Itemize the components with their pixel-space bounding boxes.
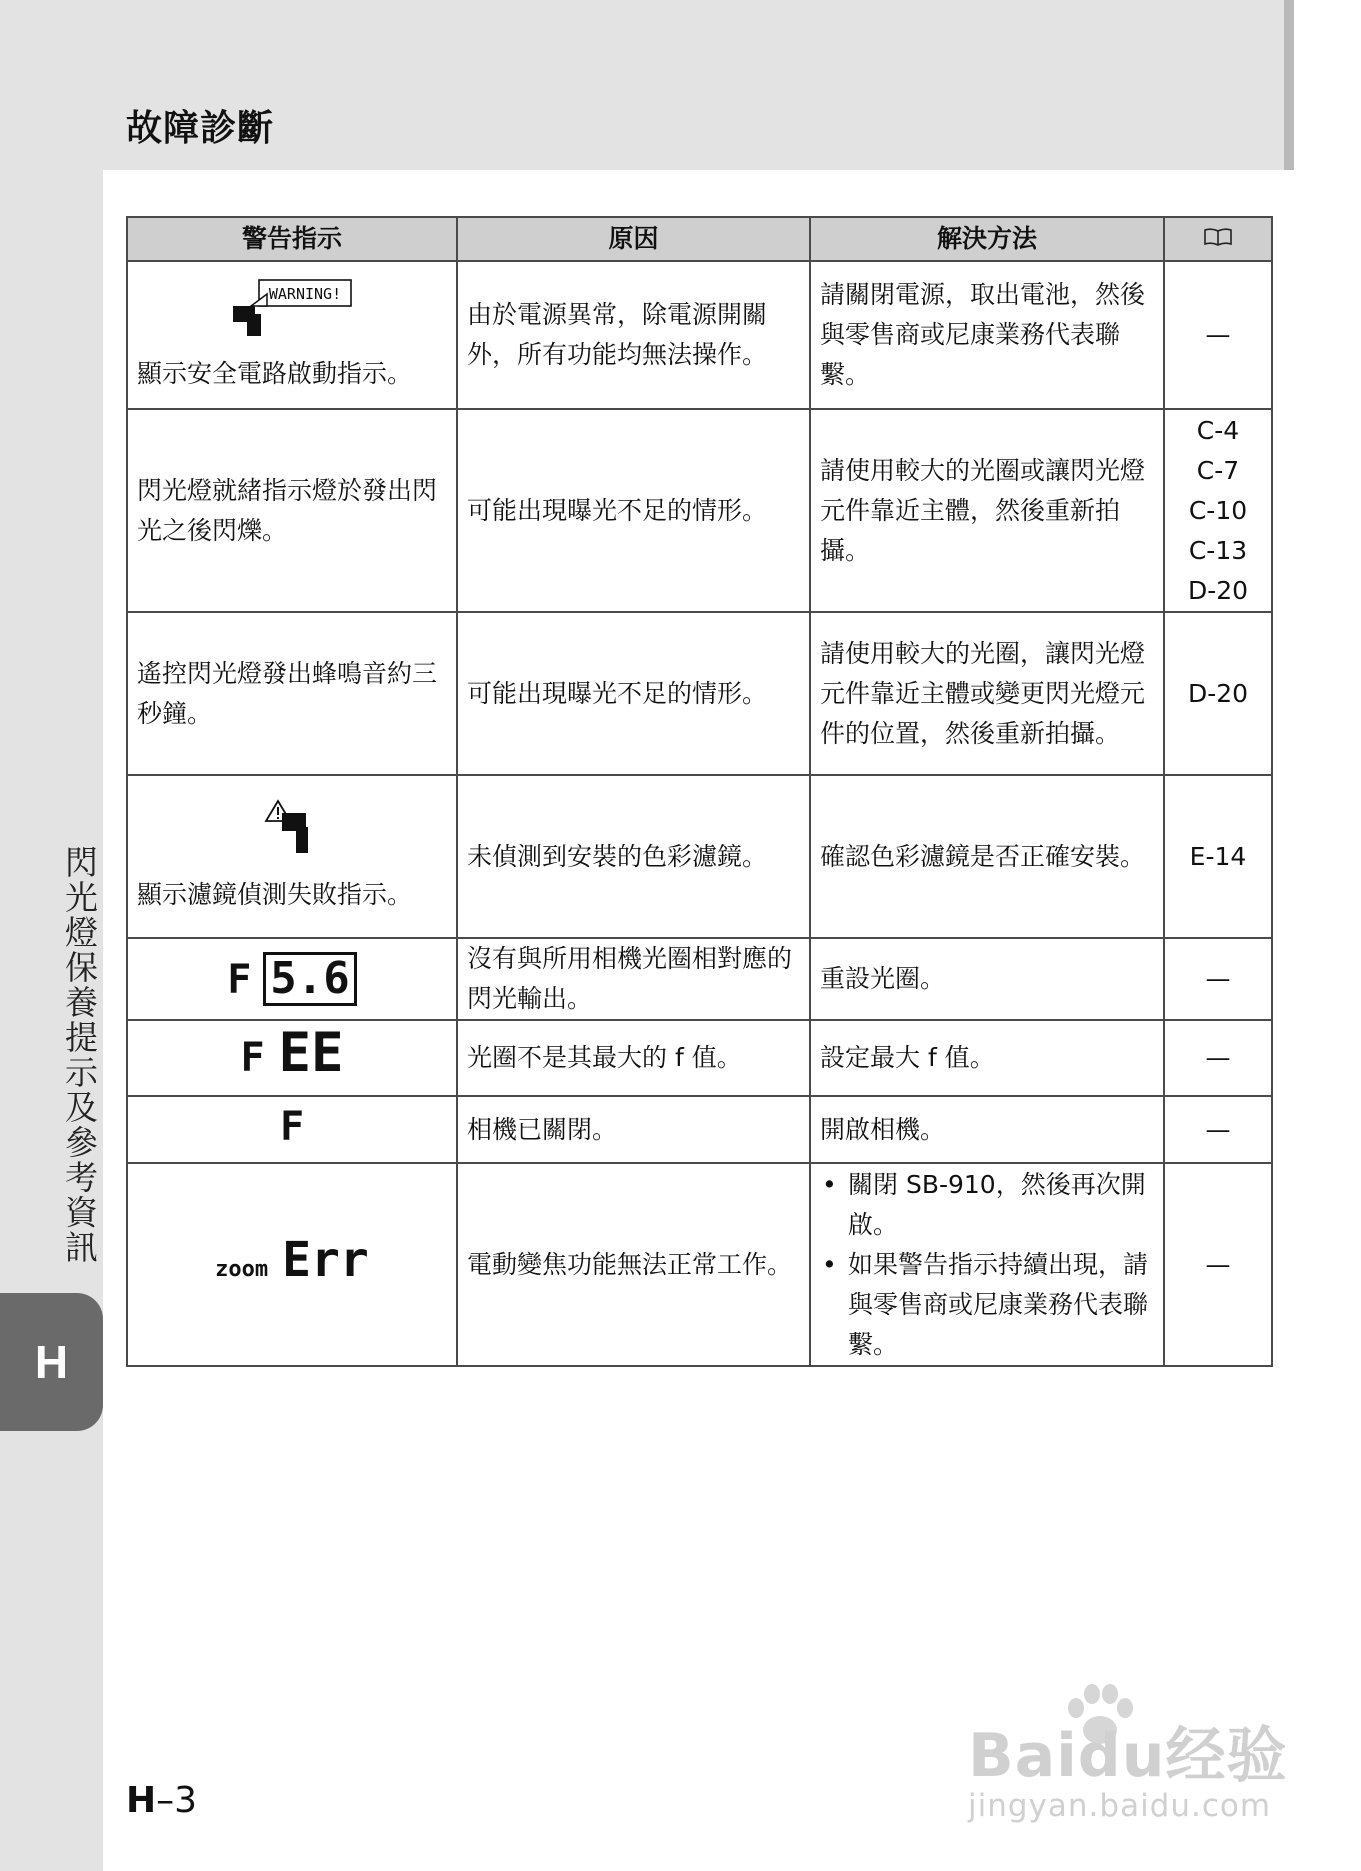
page-reference[interactable]: D-20 bbox=[1187, 575, 1249, 605]
page-reference[interactable]: C-10 bbox=[1188, 495, 1248, 525]
table-row bbox=[127, 1020, 1272, 1096]
table-row bbox=[127, 775, 1272, 938]
solution-cell: 重設光圈。 bbox=[810, 938, 1164, 1020]
page-reference-cell bbox=[1164, 409, 1272, 612]
indicator-cell bbox=[127, 1096, 457, 1163]
page-number: H–3 bbox=[126, 1780, 198, 1821]
table-row bbox=[127, 1163, 1272, 1366]
page-reference[interactable]: C-7 bbox=[1196, 455, 1240, 485]
solution-cell: 開啟相機。 bbox=[810, 1096, 1164, 1163]
solution-cell bbox=[810, 1163, 1164, 1366]
column-header-solution: 解決方法 bbox=[810, 217, 1164, 261]
cause-cell: 可能出現曝光不足的情形。 bbox=[457, 409, 810, 612]
page-reference-cell: — bbox=[1164, 938, 1272, 1020]
warning-indicator-icon bbox=[227, 276, 357, 342]
indicator-cell bbox=[127, 261, 457, 409]
indicator-text: 顯示濾鏡偵測失敗指示。 bbox=[137, 879, 413, 909]
column-header-page-reference bbox=[1164, 217, 1272, 261]
cause-cell: 光圈不是其最大的 f 值。 bbox=[457, 1020, 810, 1096]
indicator-cell: 閃光燈就緒指示燈於發出閃光之後閃爍。 bbox=[127, 409, 457, 612]
cause-cell: 可能出現曝光不足的情形。 bbox=[457, 612, 810, 775]
indicator-text: 顯示安全電路啟動指示。 bbox=[137, 359, 413, 388]
indicator-cell: 遙控閃光燈發出蜂鳴音約三秒鐘。 bbox=[127, 612, 457, 775]
table-row bbox=[127, 938, 1272, 1020]
cause-cell: 未偵測到安裝的色彩濾鏡。 bbox=[457, 775, 810, 938]
solution-cell: 請使用較大的光圈，讓閃光燈元件靠近主體或變更閃光燈元件的位置，然後重新拍攝。 bbox=[810, 612, 1164, 775]
indicator-cell bbox=[127, 1163, 457, 1366]
list-item: • 如果警告指示持續出現，請與零售商或尼康業務代表聯繫。 bbox=[820, 1245, 1154, 1365]
page-reference-cell: — bbox=[1164, 1020, 1272, 1096]
section-title: 閃光燈保養提示及參考資訊 bbox=[60, 845, 99, 1265]
cause-cell: 由於電源異常，除電源開關外，所有功能均無法操作。 bbox=[457, 261, 810, 409]
lcd-f-label: F bbox=[240, 1035, 265, 1081]
lcd-f-label: F bbox=[279, 1104, 305, 1150]
solution-cell: 請使用較大的光圈或讓閃光燈元件靠近主體，然後重新拍攝。 bbox=[810, 409, 1164, 612]
list-item: • 關閉 SB-910，然後再次開啟。 bbox=[820, 1165, 1154, 1245]
lcd-f-label: F bbox=[227, 957, 252, 1003]
page-reference[interactable]: C-13 bbox=[1188, 535, 1248, 565]
page-reference[interactable]: C-4 bbox=[1196, 415, 1240, 445]
book-icon bbox=[1203, 227, 1233, 247]
header-shadow bbox=[1284, 0, 1294, 170]
troubleshooting-table bbox=[126, 216, 1273, 1367]
page-reference-cell: — bbox=[1164, 261, 1272, 409]
cause-cell: 相機已關閉。 bbox=[457, 1096, 810, 1163]
table-row bbox=[127, 1096, 1272, 1163]
page-reference-cell[interactable]: D-20 bbox=[1164, 612, 1272, 775]
table-header-row bbox=[127, 217, 1272, 261]
page-reference-cell: — bbox=[1164, 1163, 1272, 1366]
page-reference-cell: — bbox=[1164, 1096, 1272, 1163]
indicator-cell bbox=[127, 775, 457, 938]
lcd-ee-value: EE bbox=[278, 1021, 344, 1084]
solution-cell: 確認色彩濾鏡是否正確安裝。 bbox=[810, 775, 1164, 938]
warning-indicator-label: WARNING! bbox=[268, 285, 342, 303]
column-header-indicator: 警告指示 bbox=[127, 217, 457, 261]
watermark-brand: Baidu经验 bbox=[968, 1721, 1288, 1791]
lcd-zoom-label: zoom bbox=[215, 1256, 269, 1282]
filter-warning-icon bbox=[262, 799, 322, 863]
lcd-err-value: Err bbox=[282, 1231, 369, 1288]
table-row bbox=[127, 409, 1272, 612]
page-title: 故障診斷 bbox=[126, 108, 275, 149]
column-header-cause: 原因 bbox=[457, 217, 810, 261]
solution-list bbox=[820, 1165, 1154, 1365]
cause-cell: 電動變焦功能無法正常工作。 bbox=[457, 1163, 810, 1366]
solution-cell: 請關閉電源，取出電池，然後與零售商或尼康業務代表聯繫。 bbox=[810, 261, 1164, 409]
table-row bbox=[127, 261, 1272, 409]
table-row bbox=[127, 612, 1272, 775]
section-tab[interactable]: H bbox=[0, 1293, 103, 1431]
cause-cell: 沒有與所用相機光圈相對應的閃光輸出。 bbox=[457, 938, 810, 1020]
indicator-cell bbox=[127, 938, 457, 1020]
solution-cell: 設定最大 f 值。 bbox=[810, 1020, 1164, 1096]
page-reference-cell[interactable]: E-14 bbox=[1164, 775, 1272, 938]
lcd-aperture-value: 5.6 bbox=[263, 952, 356, 1006]
indicator-cell bbox=[127, 1020, 457, 1096]
watermark bbox=[968, 1680, 1288, 1830]
watermark-url: jingyan.baidu.com bbox=[968, 1788, 1272, 1824]
